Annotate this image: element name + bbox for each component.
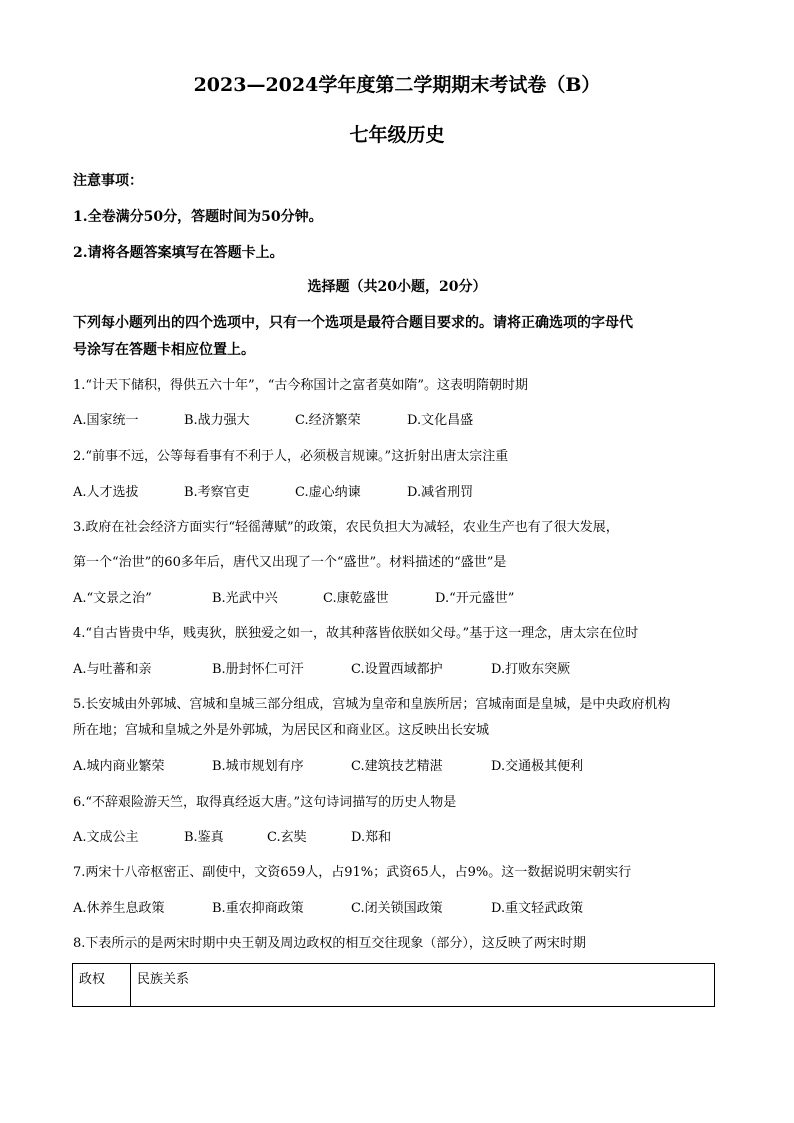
question-4-option-c: C.设置西域都护: [351, 662, 443, 677]
question-1-stem: 1.“计天下储积，得供五六十年”，“古今称国计之富者莫如隋”。这表明隋朝时期: [73, 378, 528, 393]
question-1-option-b: B.战力强大: [184, 413, 250, 428]
question-3-stem-line-2: 第一个“治世”的60多年后，唐代又出现了一个“盛世”。材料描述的“盛世”是: [73, 555, 507, 570]
question-7-option-b: B.重农抑商政策: [212, 901, 304, 916]
exam-subtitle: 七年级历史: [349, 124, 445, 146]
question-6-option-c: C.玄奘: [267, 830, 307, 845]
question-2-stem: 2.“前事不远，公等每看事有不利于人，必须极言规谏。”这折射出唐太宗注重: [73, 449, 509, 464]
notice-item-1: 1.全卷满分50分，答题时间为50分钟。: [73, 209, 323, 225]
question-5-option-d: D.交通极其便利: [491, 759, 584, 774]
question-1-option-c: C.经济繁荣: [295, 413, 361, 428]
question-4-option-b: B.册封怀仁可汗: [212, 662, 304, 677]
question-7-stem: 7.两宋十八帝枢密正、副使中，文资659人，占91%；武资65人，占9%。这一数据说明宋朝实行: [73, 865, 632, 880]
question-1-option-d: D.文化昌盛: [407, 413, 474, 428]
notice-item-2: 2.请将各题答案填写在答题卡上。: [73, 245, 284, 261]
question-6-stem: 6.“不辞艰险游天竺，取得真经返大唐。”这句诗词描写的历史人物是: [73, 795, 457, 810]
question-7-option-d: D.重文轻武政策: [491, 901, 584, 916]
question-3-stem-line-1: 3.政府在社会经济方面实行“轻徭薄赋”的政策，农民负担大为减轻，农业生产也有了很大发展，: [73, 520, 619, 535]
table-header-relations: 民族关系: [131, 964, 715, 1007]
question-7-option-c: C.闭关锁国政策: [351, 901, 443, 916]
section-title: 选择题（共20小题，20分）: [307, 279, 487, 295]
question-6-option-d: D.郑和: [351, 830, 392, 845]
question-6-option-b: B.鉴真: [184, 830, 224, 845]
question-2-option-a: A.人才选拔: [73, 485, 139, 500]
question-4-option-d: D.打败东突厥: [491, 662, 571, 677]
question-3-option-d: D.“开元盛世”: [435, 591, 515, 606]
table-header-row: [73, 964, 715, 1007]
question-3-option-b: B.光武中兴: [212, 591, 278, 606]
table-header-regime: 政权: [73, 964, 131, 1007]
notice-heading: 注意事项：: [73, 173, 143, 189]
question-8-stem: 8.下表所示的是两宋时期中央王朝及周边政权的相互交往现象（部分），这反映了两宋时期: [73, 936, 586, 951]
question-4-stem: 4.“自古皆贵中华，贱夷狄，朕独爱之如一，故其种落皆依朕如父母。”基于这一理念，唐太宗在位时: [73, 626, 639, 641]
question-5-stem-line-1: 5.长安城由外郭城、宫城和皇城三部分组成，宫城为皇帝和皇族所居；宫城南面是皇城，是中央政府机构: [73, 697, 671, 712]
question-5-option-c: C.建筑技艺精湛: [351, 759, 443, 774]
section-instruction-line-2: 号涂写在答题卡相应位置上。: [73, 342, 255, 358]
exam-title: 2023—2024学年度第二学期期末考试卷（B）: [193, 74, 601, 96]
question-3-option-c: C.康乾盛世: [323, 591, 389, 606]
question-6-option-a: A.文成公主: [73, 830, 139, 845]
question-5-option-a: A.城内商业繁荣: [73, 759, 165, 774]
question-5-stem-line-2: 所在地；宫城和皇城之外是外郭城，为居民区和商业区。这反映出长安城: [73, 723, 490, 738]
question-3-option-a: A.“文景之治”: [73, 591, 152, 606]
section-instruction-line-1: 下列每小题列出的四个选项中，只有一个选项是最符合题目要求的。请将正确选项的字母代: [73, 315, 633, 331]
relations-table: [72, 963, 715, 1007]
question-4-option-a: A.与吐蕃和亲: [73, 662, 152, 677]
question-1-option-a: A.国家统一: [73, 413, 139, 428]
question-2-option-b: B.考察官吏: [184, 485, 250, 500]
question-5-option-b: B.城市规划有序: [212, 759, 304, 774]
question-2-option-c: C.虚心纳谏: [295, 485, 361, 500]
question-7-option-a: A.休养生息政策: [73, 901, 165, 916]
question-2-option-d: D.减省刑罚: [407, 485, 474, 500]
